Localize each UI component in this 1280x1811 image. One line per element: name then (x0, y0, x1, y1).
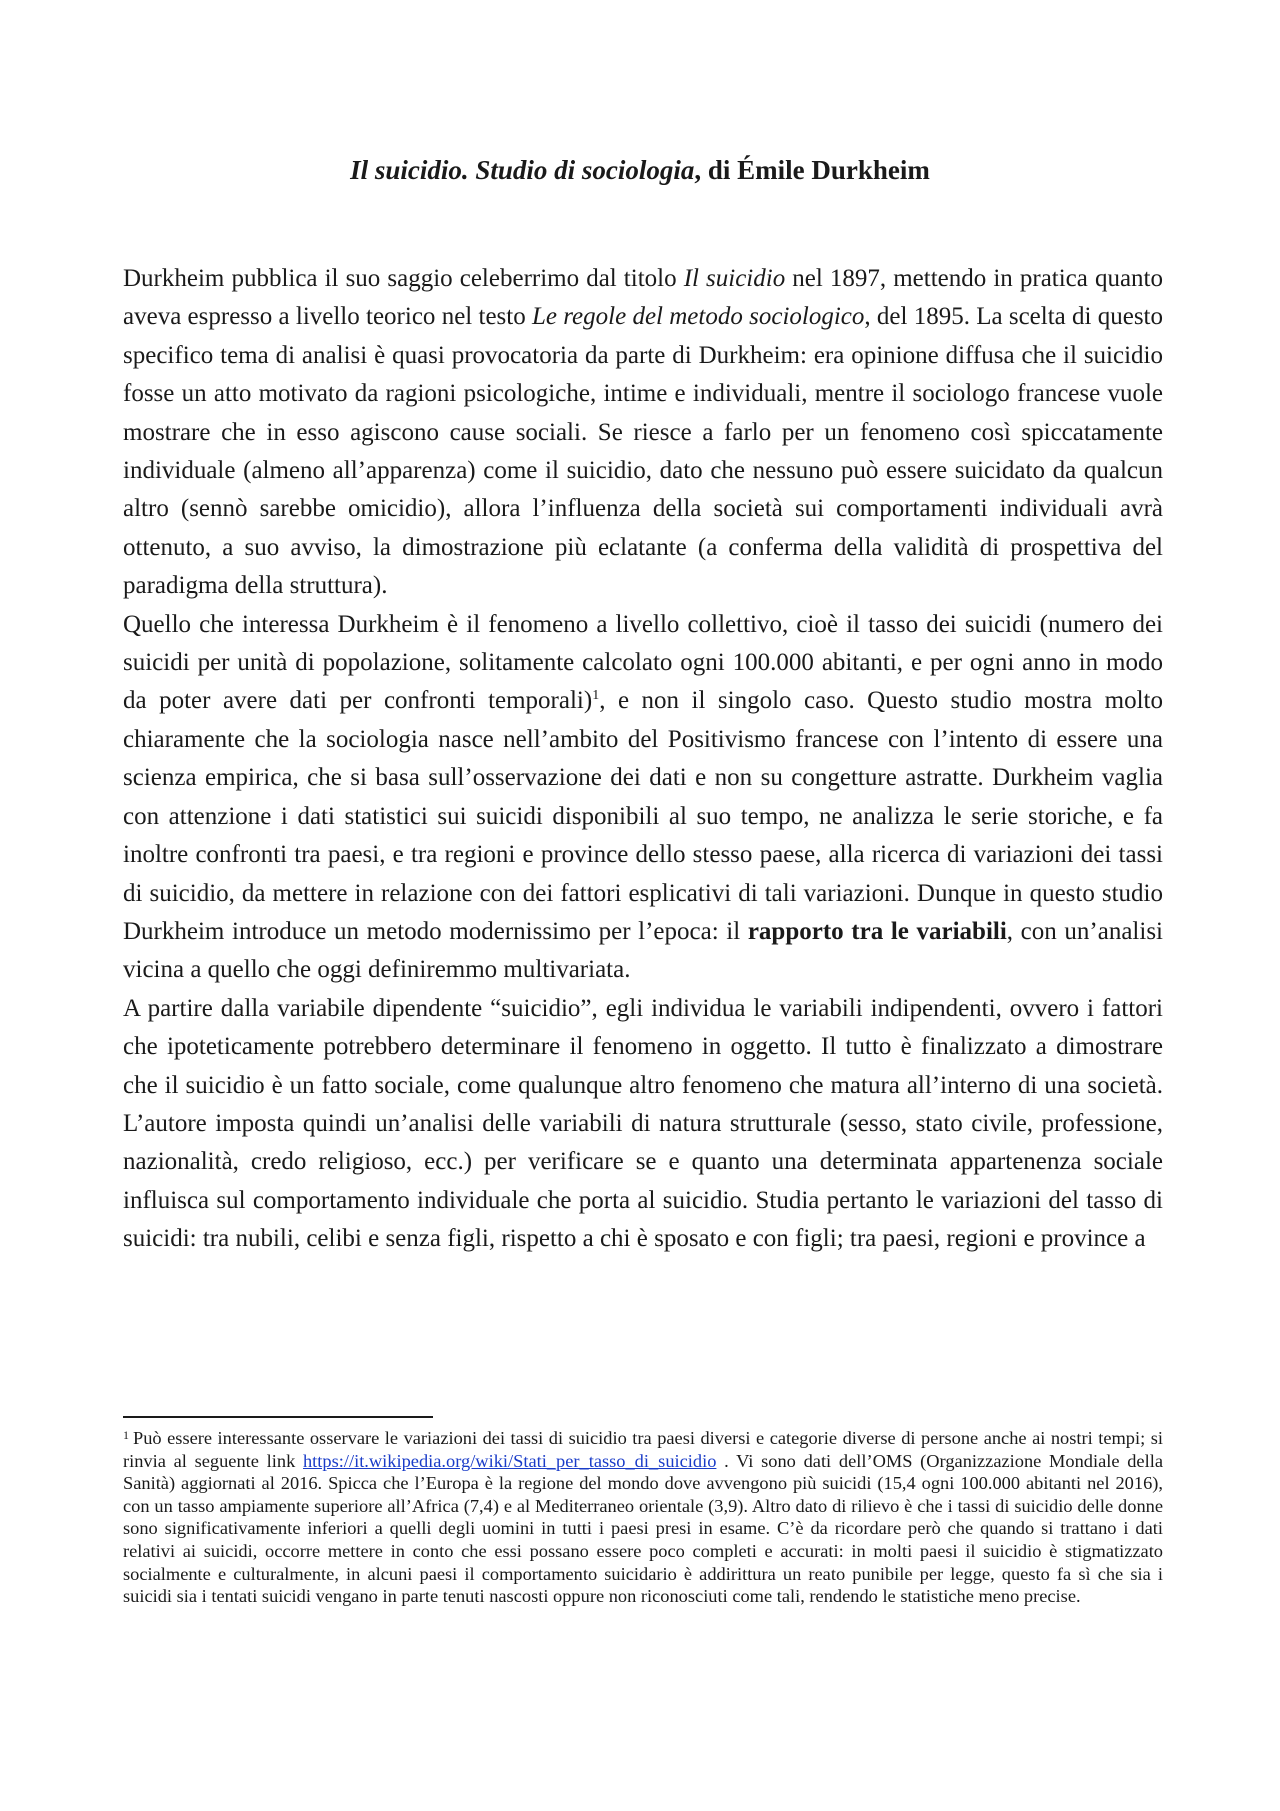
footnote-reference[interactable]: 1 (592, 688, 600, 704)
body-text (123, 260, 1163, 1259)
wikipedia-link[interactable]: https://it.wikipedia.org/wiki/Stati_per_tasso_di_suicidio (302, 1450, 717, 1471)
p3-text-1: A partire dalla variabile dipendente “suicidio”, egli individua le variabili indipendenti, ovvero i fattori che ipoteticamente potrebbero determinare il fenomeno in oggetto. Il tutto è finalizzato a dimostrare che il suicidio è un fatto sociale, come qualunque altro fenomeno che matura all’interno di una società. L’autore imposta quindi un’analisi delle variabili di natura strutturale (sesso, stato civile, professione, nazionalità, credo religioso, ecc.) per verificare se e quanto una determinata appartenenza sociale influisca sul comportamento individuale che porta al suicidio. Studia pertanto le variazioni del tasso di suicidi: tra nubili, celibi e senza figli, rispetto a chi è sposato e con figli; tra paesi, regioni e province a (123, 994, 1163, 1253)
footnote (123, 1427, 1163, 1608)
p2-bold-term: rapporto tra le variabili (747, 917, 1007, 945)
p1-text-2: nel 1897, mettendo in pratica quanto aveva espresso a livello teorico nel testo (123, 265, 1163, 331)
p1-text-3: , del 1895. La scelta di questo specifico tema di analisi è quasi provocatoria da parte di Durkheim: era opinione diffusa che il suicidio fosse un atto motivato da ragioni psicologiche, intime e individuali, mentre il sociologo francese vuole mostrare che in esso agiscono cause sociali. Se riesce a farlo per un fenomeno così spiccatamente individuale (almeno all’apparenza) come il suicidio, dato che nessuno può essere suicidato da qualcun altro (sennò sarebbe omicidio), allora l’influenza della società sui comportamenti individuali avrà ottenuto, a suo avviso, la dimostrazione più eclatante (a conferma della validità di prospettiva del paradigma della struttura). (123, 303, 1163, 600)
paragraph-2 (123, 606, 1163, 990)
footnote-text-2: . Vi sono dati dell’OMS (Organizzazione Mondiale della Sanità) aggiornati al 2016. Spicca che l’Europa è la regione del mondo dove avvengono più suicidi (15,4 ogni 100.000 abitanti nel 2016), con un tasso ampiamente superiore all’Africa (7,4) e al Mediterraneo orientale (3,9). Altro dato di rilievo è che i tassi di suicidio delle donne sono significativamente inferiori a quelli degli uomini in tutti i paesi presi in esame. C’è da ricordare però che quando si trattano i dati relativi ai suicidi, occorre mettere in conto che essi possano essere poco completi e accurati: in molti paesi il suicidio è stigmatizzato socialmente e culturalmente, in alcuni paesi il comportamento suicidario è addirittura un reato punibile per legge, questo fa sì che sia i suicidi sia i tentati suicidi vengano in parte tenuti nascosti oppure non riconosciuti come tali, rendendo le statistiche meno precise. (123, 1450, 1163, 1607)
p1-text-1: Durkheim pubblica il suo saggio celeberrimo dal titolo (123, 265, 684, 292)
footnote-text-1: Può essere interessante osservare le variazioni dei tassi di suicidio tra paesi diversi e categorie diverse di persone anche ai nostri tempi; si rinvia al seguente link (123, 1428, 1163, 1471)
paragraph-1 (123, 260, 1163, 606)
paragraph-3 (123, 990, 1163, 1259)
p2-text-2: , e non il singolo caso. Questo studio mostra molto chiaramente che la sociologia nasce nell’ambito del Positivismo francese con l’intento di essere una scienza empirica, che si basa sull’osservazione dei dati e non su congetture astratte. Durkheim vaglia con attenzione i dati statistici sui suicidi disponibili al suo tempo, ne analizza le serie storiche, e fa inoltre confronti tra paesi, e tra regioni e province dello stesso paese, alla ricerca di variazioni dei tassi di suicidio, da mettere in relazione con dei fattori esplicativi di tali variazioni. Dunque in questo studio Durkheim introduce un metodo modernissimo per l’epoca: il (123, 687, 1163, 945)
footnote-separator (123, 1416, 433, 1418)
p1-italic-title: Il suicidio (683, 265, 786, 292)
footnote-mark: 1 (123, 1428, 129, 1442)
p1-italic-book: Le regole del metodo sociologico (531, 303, 865, 331)
p2-text-3: , con un’analisi vicina a quello che oggi definiremmo multivariata. (123, 917, 1163, 984)
title-rest: , di Émile Durkheim (694, 155, 930, 185)
p2-text-1: Quello che interessa Durkheim è il fenomeno a livello collettivo, cioè il tasso dei suicidi (numero dei suicidi per unità di popolazione, solitamente calcolato ogni 100.000 abitanti, e per ogni anno in modo da poter avere dati per confronti temporali) (123, 610, 1163, 715)
page-title (0, 154, 1280, 186)
title-italic: Il suicidio. Studio di sociologia (350, 155, 695, 185)
